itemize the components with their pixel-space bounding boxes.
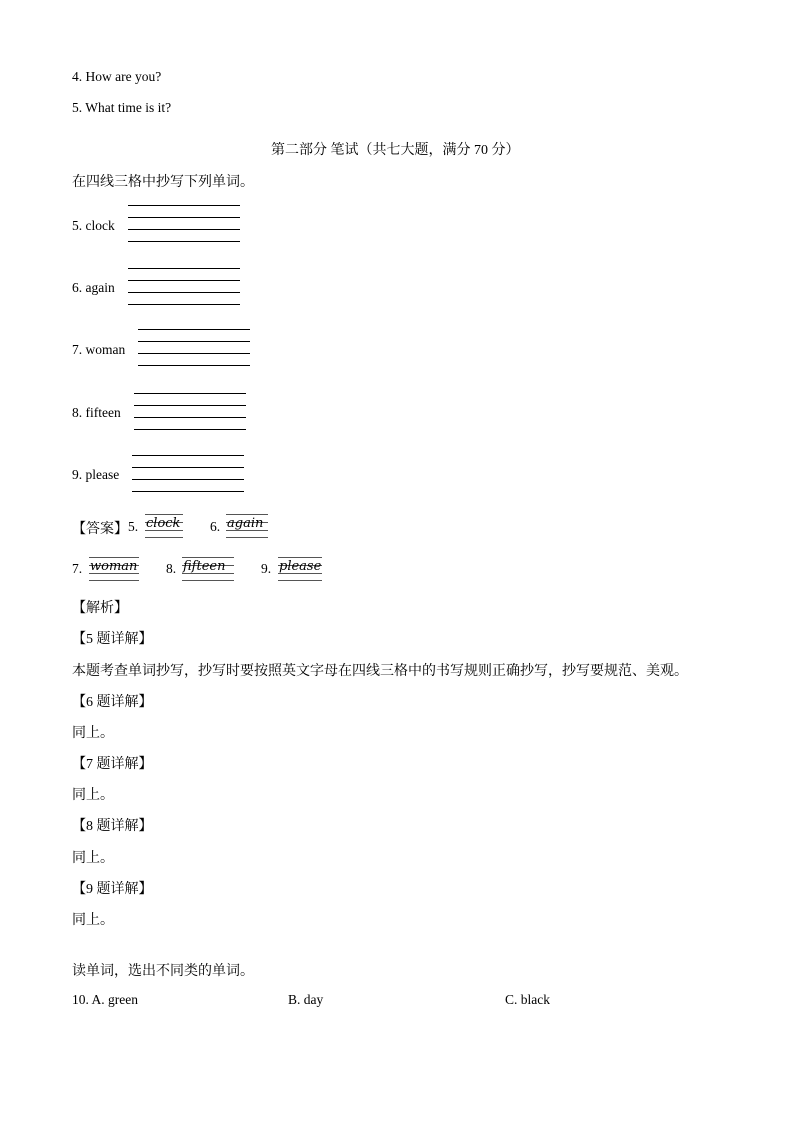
answer-word: fifteen (183, 559, 226, 574)
answer-number: 5. (128, 519, 139, 534)
four-line-grid (132, 455, 244, 493)
detail-heading: 【6 题详解】 (72, 695, 153, 710)
copy-item: 7. woman (72, 342, 126, 357)
answer-grid (226, 514, 268, 538)
four-line-grid (138, 329, 250, 367)
answer-grid (278, 557, 322, 581)
answer-number: 6. (210, 519, 221, 534)
analysis-label: 【解析】 (72, 601, 128, 616)
four-line-grid (134, 393, 246, 431)
answer-grid (145, 514, 183, 538)
section-title: 第二部分 笔试（共七大题，满分 70 分） (271, 143, 520, 158)
copy-item: 5. clock (72, 218, 115, 233)
answer-grid (89, 557, 139, 581)
copy-item: 9. please (72, 467, 120, 482)
q10-option-c: C. black (505, 992, 550, 1007)
copy-item: 6. again (72, 280, 115, 295)
q10-option-a: 10. A. green (72, 992, 138, 1007)
detail-heading: 【8 题详解】 (72, 819, 153, 834)
answer-grid (182, 557, 234, 581)
detail-heading: 【7 题详解】 (72, 757, 153, 772)
detail-body: 同上。 (72, 726, 114, 741)
odd-instruction: 读单词，选出不同类的单词。 (72, 964, 254, 979)
detail-heading: 【9 题详解】 (72, 882, 153, 897)
answer-label: 【答案】 (72, 522, 128, 537)
copy-item: 8. fifteen (72, 405, 121, 420)
answer-word: clock (146, 516, 181, 531)
answer-word: woman (90, 559, 138, 574)
answer-number: 9. (261, 561, 272, 576)
detail-body: 同上。 (72, 851, 114, 866)
detail-body: 本题考查单词抄写，抄写时要按照英文字母在四线三格中的书写规则正确抄写，抄写要规范、美观。 (72, 664, 688, 679)
answer-word: again (227, 516, 264, 531)
answer-number: 7. (72, 561, 83, 576)
q10-option-b: B. day (288, 992, 324, 1007)
copy-instruction: 在四线三格中抄写下列单词。 (72, 175, 254, 190)
answer-word: please (279, 559, 322, 574)
four-line-grid (128, 205, 240, 243)
detail-heading: 【5 题详解】 (72, 632, 153, 647)
answer-number: 8. (166, 561, 177, 576)
question-4: 4. How are you? (72, 69, 162, 84)
detail-body: 同上。 (72, 788, 114, 803)
four-line-grid (128, 268, 240, 306)
question-5-time: 5. What time is it? (72, 100, 172, 115)
detail-body: 同上。 (72, 913, 114, 928)
